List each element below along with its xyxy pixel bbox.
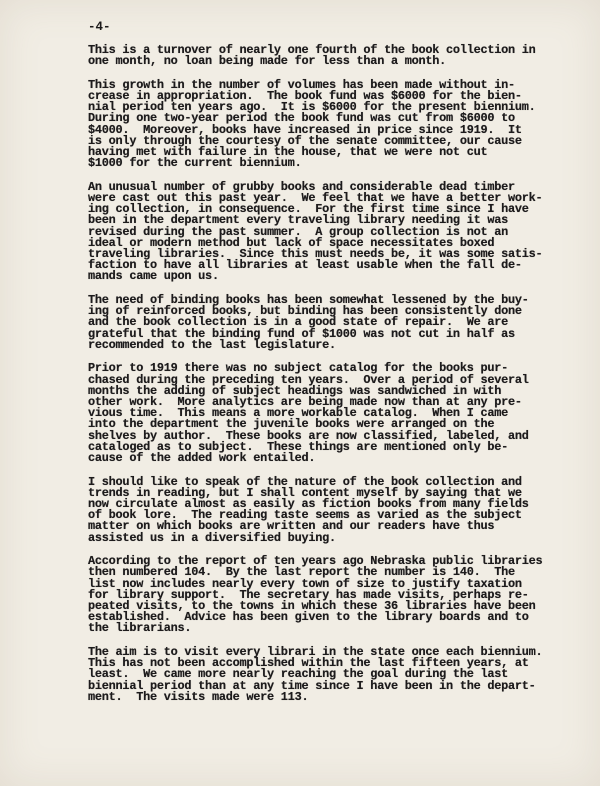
text-line: then numbered 104. By the last report the number is 140. The	[88, 565, 515, 580]
text-line: list now includes nearly every town of size to justify taxation	[88, 576, 522, 591]
text-line: other work. More analytics are being made now than at any pre-	[88, 395, 522, 410]
paragraph	[88, 77, 558, 171]
text-line: faction to have all libraries at least usable when the fall de-	[88, 258, 522, 273]
text-line: cataloged as to subject. These things are mentioned only be-	[88, 439, 509, 454]
text-line: trends in reading, but I shall content myself by saying that we	[88, 485, 522, 500]
text-line: one month, no loan being made for less than a month.	[88, 54, 447, 69]
text-line: This growth in the number of volumes has been made without in-	[88, 77, 515, 92]
text-line: having met with failure in the house, that we were not cut	[88, 145, 488, 160]
text-line: ideal or modern method but lack of space necessitates boxed	[88, 235, 495, 250]
text-line: months the adding of subject headings was sandwiched in with	[88, 383, 502, 398]
text-line: This has not been accomplished within the last fifteen years, at	[88, 656, 529, 671]
text-line: Prior to 1919 there was no subject catalog for the books pur-	[88, 361, 509, 376]
text-line: The aim is to visit every librari in the state once each biennium.	[88, 645, 543, 660]
text-line: revised during the past summer. A group collection is not an	[88, 224, 509, 239]
text-line: ing of reinforced books, but binding has been consistently done	[88, 304, 522, 319]
page-number: -4-	[88, 20, 111, 34]
paragraph	[88, 363, 558, 464]
text-line: into the department the juvenile books were arranged on the	[88, 417, 495, 432]
text-line: An unusual number of grubby books and considerable dead timber	[88, 179, 515, 194]
paragraph	[88, 179, 558, 284]
body-text	[88, 45, 558, 715]
text-line: the librarians.	[88, 621, 192, 636]
paragraph	[88, 295, 558, 351]
text-line: I should like to speak of the nature of the book collection and	[88, 474, 522, 489]
text-line: now circulate almost as easily as fiction books from many fields	[88, 497, 529, 512]
text-line: traveling libraries. Since this must needs be, it was some satis-	[88, 247, 543, 262]
text-line: During one two-year period the book fund was cut from $6000 to	[88, 111, 515, 126]
paragraph	[88, 45, 558, 67]
text-line: shelves by author. These books are now classified, labeled, and	[88, 428, 529, 443]
text-line: grateful that the binding fund of $1000 was not cut in half as	[88, 326, 515, 341]
text-line: established. Advice has been given to the library boards and to	[88, 610, 529, 625]
text-line: cause of the added work entailed.	[88, 451, 316, 466]
text-line: According to the report of ten years ago Nebraska public libraries	[88, 554, 543, 569]
text-line: matter on which books are written and our readers have thus	[88, 519, 495, 534]
text-line: and the book collection is in a good state of repair. We are	[88, 315, 509, 330]
text-line: biennial period than at any time since I have been in the depart-	[88, 678, 536, 693]
text-line: least. We came more nearly reaching the goal during the last	[88, 667, 509, 682]
paragraph	[88, 647, 558, 703]
text-line: assisted us in a diversified buying.	[88, 530, 336, 545]
text-line: recommended to the last legislature.	[88, 337, 336, 352]
paragraph	[88, 556, 558, 634]
text-line: of book lore. The reading taste seems as varied as the subject	[88, 508, 522, 523]
text-line: crease in appropriation. The book fund was $6000 for the bien-	[88, 89, 522, 103]
text-line: $1000 for the current biennium.	[88, 156, 302, 171]
text-line: nial period ten years ago. It is $6000 for the present biennium.	[88, 100, 536, 115]
text-line: ment. The visits made were 113.	[88, 689, 309, 704]
text-line: vious time. This means a more workable catalog. When I came	[88, 406, 509, 421]
paragraph	[88, 474, 558, 545]
text-line: The need of binding books has been somewhat lessened by the buy-	[88, 293, 529, 308]
text-line: were cast out this past year. We feel that we have a better work-	[88, 191, 543, 206]
text-line: $4000. Moreover, books have increased in price since 1919. It	[88, 122, 522, 137]
text-line: for library support. The secretary has made visits, perhaps re-	[88, 587, 529, 602]
text-line: ing collection, in consequence. For the first time since I have	[88, 202, 529, 217]
text-line: peated visits, to the towns in which these 36 libraries have been	[88, 599, 536, 614]
text-line: is only through the courtesy of the senate committee, our cause	[88, 133, 522, 148]
text-line: chased during the preceding ten years. Over a period of several	[88, 372, 529, 387]
text-line: been in the department every traveling library needing it was	[88, 213, 509, 228]
text-line: mands came upon us.	[88, 269, 219, 284]
text-line: This is a turnover of nearly one fourth of the book collection in	[88, 43, 536, 57]
